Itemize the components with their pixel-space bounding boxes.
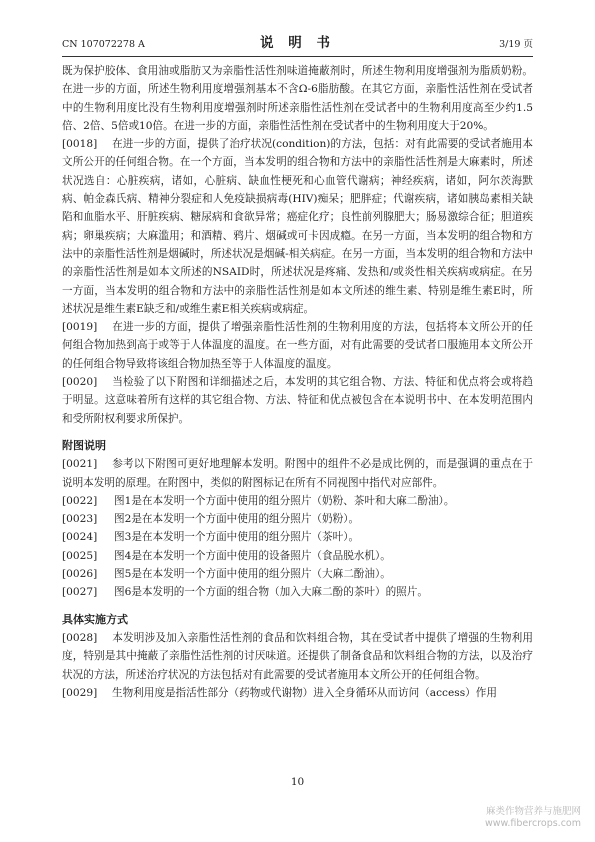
paragraph-number: [0028] [62, 631, 98, 644]
paragraph-number: [0020] [62, 376, 98, 389]
paragraph-text: 图5是在本发明一个方面中使用的组分照片（大麻二酚油）。 [114, 568, 391, 581]
paragraph-text: 图2是在本发明一个方面中使用的组分照片（奶粉）。 [114, 513, 360, 526]
page-number: 10 [290, 776, 305, 788]
paragraph-text: 在进一步的方面，提供了治疗状况(condition)的方法，包括：对有此需要的受试者施用本文所公开的任何组合物。在一个方面，当本发明的组合物和方法中的亲脂性活性剂是大麻素时，所述状况选自：心脏疾病，诸如，心脏病、缺血性梗死和心血管代谢病；神经疾病，诸如，阿尔茨海默病、帕金森氏病、精神分裂症和人免疫缺损病毒(HIV)痴呆；肥胖症；代谢疾病，诸如胰岛素相关缺陷和血脂水平、肝脏疾病、糖尿病和食欲异常；癌症化疗；良性前列腺肥大；肠易激综合征；胆道疾病；卵巢疾病；大麻滥用；和酒精、鸦片、烟碱或可卡因成瘾。在另一方面，当本发明的组合物和方法中的亲脂性活性剂是烟碱时，所述状况是烟碱-相关病症。在另一方面，当本发明的组合物和方法中的亲脂性活性剂是如本文所述的NSAID时，所述状况是疼痛、发热和/或炎性相关疾病或病症。在另一方面，当本发明的组合物和方法中的亲脂性活性剂是如本文所述的维生素、特别是维生素E时，所述状况是维生素E缺乏和/或维生素E相关疾病或病症。 [62, 138, 533, 315]
document-title: 说 明 书 [260, 35, 335, 51]
paragraph-number: [0019] [62, 321, 98, 334]
figure-item [62, 565, 533, 583]
paragraph-number: [0021] [62, 458, 98, 471]
paragraph-text: 图1是在本发明一个方面中使用的组分照片（奶粉、茶叶和大麻二酚油）。 [114, 494, 455, 507]
paragraph-text: 在进一步的方面，提供了增强亲脂性活性剂的生物利用度的方法，包括将本文所公开的任何组合物加热到高于或等于人体温度的温度。在一些方面，对有此需要的受试者口服施用本文所公开的任何组合物导致将该组合物加热至等于人体温度的温度。 [62, 321, 533, 370]
paragraph-continued [62, 62, 533, 135]
figure-item [62, 547, 533, 565]
paragraph-number: [0022] [62, 494, 98, 507]
patent-number: CN 107072278 A [62, 39, 145, 50]
paragraph-text: 图3是在本发明一个方面中使用的组分照片（茶叶）。 [114, 531, 360, 544]
paragraph-number: [0025] [62, 549, 98, 562]
figure-item [62, 510, 533, 528]
figure-item [62, 492, 533, 510]
paragraph-text: 生物利用度是指活性部分（药物或代谢物）进入全身循环从而访问（access）作用 [112, 686, 497, 699]
paragraph-text: 参考以下附图可更好地理解本发明。附图中的组件不必是成比例的，而是强调的重点在于说明本发明的原理。在附图中，类似的附图标记在所有不同视图中指代对应部件。 [62, 458, 533, 489]
page-header [62, 36, 533, 54]
document-body [62, 62, 533, 702]
paragraph-number: [0023] [62, 513, 98, 526]
paragraph-text: 本发明涉及加入亲脂性活性剂的食品和饮料组合物，其在受试者中提供了增强的生物利用度，特别是其中掩蔽了亲脂性活性剂的讨厌味道。还提供了制备食品和饮料组合物的方法，以及治疗状况的方法，所述治疗状况的方法包括对有此需要的受试者施用本文所公开的任何组合物。 [62, 631, 533, 681]
paragraph-number: [0018] [62, 138, 98, 151]
paragraph-text: 图6是本发明的一个方面的组合物（加入大麻二酚的茶叶）的照片。 [114, 586, 428, 599]
paragraph-text: 当检验了以下附图和详细描述之后，本发明的其它组合物、方法、特征和优点将会或将趋于明显。这意味着所有这样的其它组合物、方法、特征和优点被包含在本说明书中、在本发明范围内和受所附权利要求所保护。 [62, 376, 533, 425]
section-heading-embodiments: 具体实施方式 [62, 612, 128, 626]
paragraph-number: [0026] [62, 568, 98, 581]
paragraph-text: 图4是在本发明一个方面中使用的设备照片（食品脱水机）。 [114, 549, 391, 562]
paragraph-0028 [62, 629, 533, 684]
page-indicator: 3/19 页 [499, 39, 533, 50]
paragraph-number: [0024] [62, 531, 98, 544]
paragraph-number: [0029] [62, 686, 98, 699]
paragraph-0019 [62, 318, 533, 373]
watermark [485, 806, 581, 830]
paragraph-0029 [62, 684, 533, 702]
figure-item [62, 583, 533, 601]
figure-list [62, 492, 533, 602]
paragraph-text: 既为保护胶体、食用油或脂肪又为亲脂性活性剂味道掩蔽剂时，所述生物利用度增强剂为脂质奶粉。在进一步的方面，所述生物利用度增强剂基本不含Ω-6脂肪酸。在其它方面，亲脂性活性剂在受试者中的生物利用度比没有生物利用度增强剂时所述亲脂性活性剂在受试者中的生物利用度高至少约1.5倍、2倍、5倍或10倍。在进一步的方面，亲脂性活性剂在受试者中的生物利用度大于20%。 [62, 65, 533, 132]
paragraph-0021 [62, 455, 533, 492]
paragraph-0018 [62, 135, 533, 318]
watermark-line1: 麻类作物营养与施肥网 [485, 806, 581, 817]
paragraph-0020 [62, 373, 533, 428]
paragraph-number: [0027] [62, 586, 98, 599]
watermark-line2: www.fibercrops.com [484, 818, 581, 829]
page-footer [0, 776, 595, 788]
figure-item [62, 528, 533, 546]
header-divider [62, 56, 533, 57]
section-heading-figures: 附图说明 [62, 438, 106, 452]
